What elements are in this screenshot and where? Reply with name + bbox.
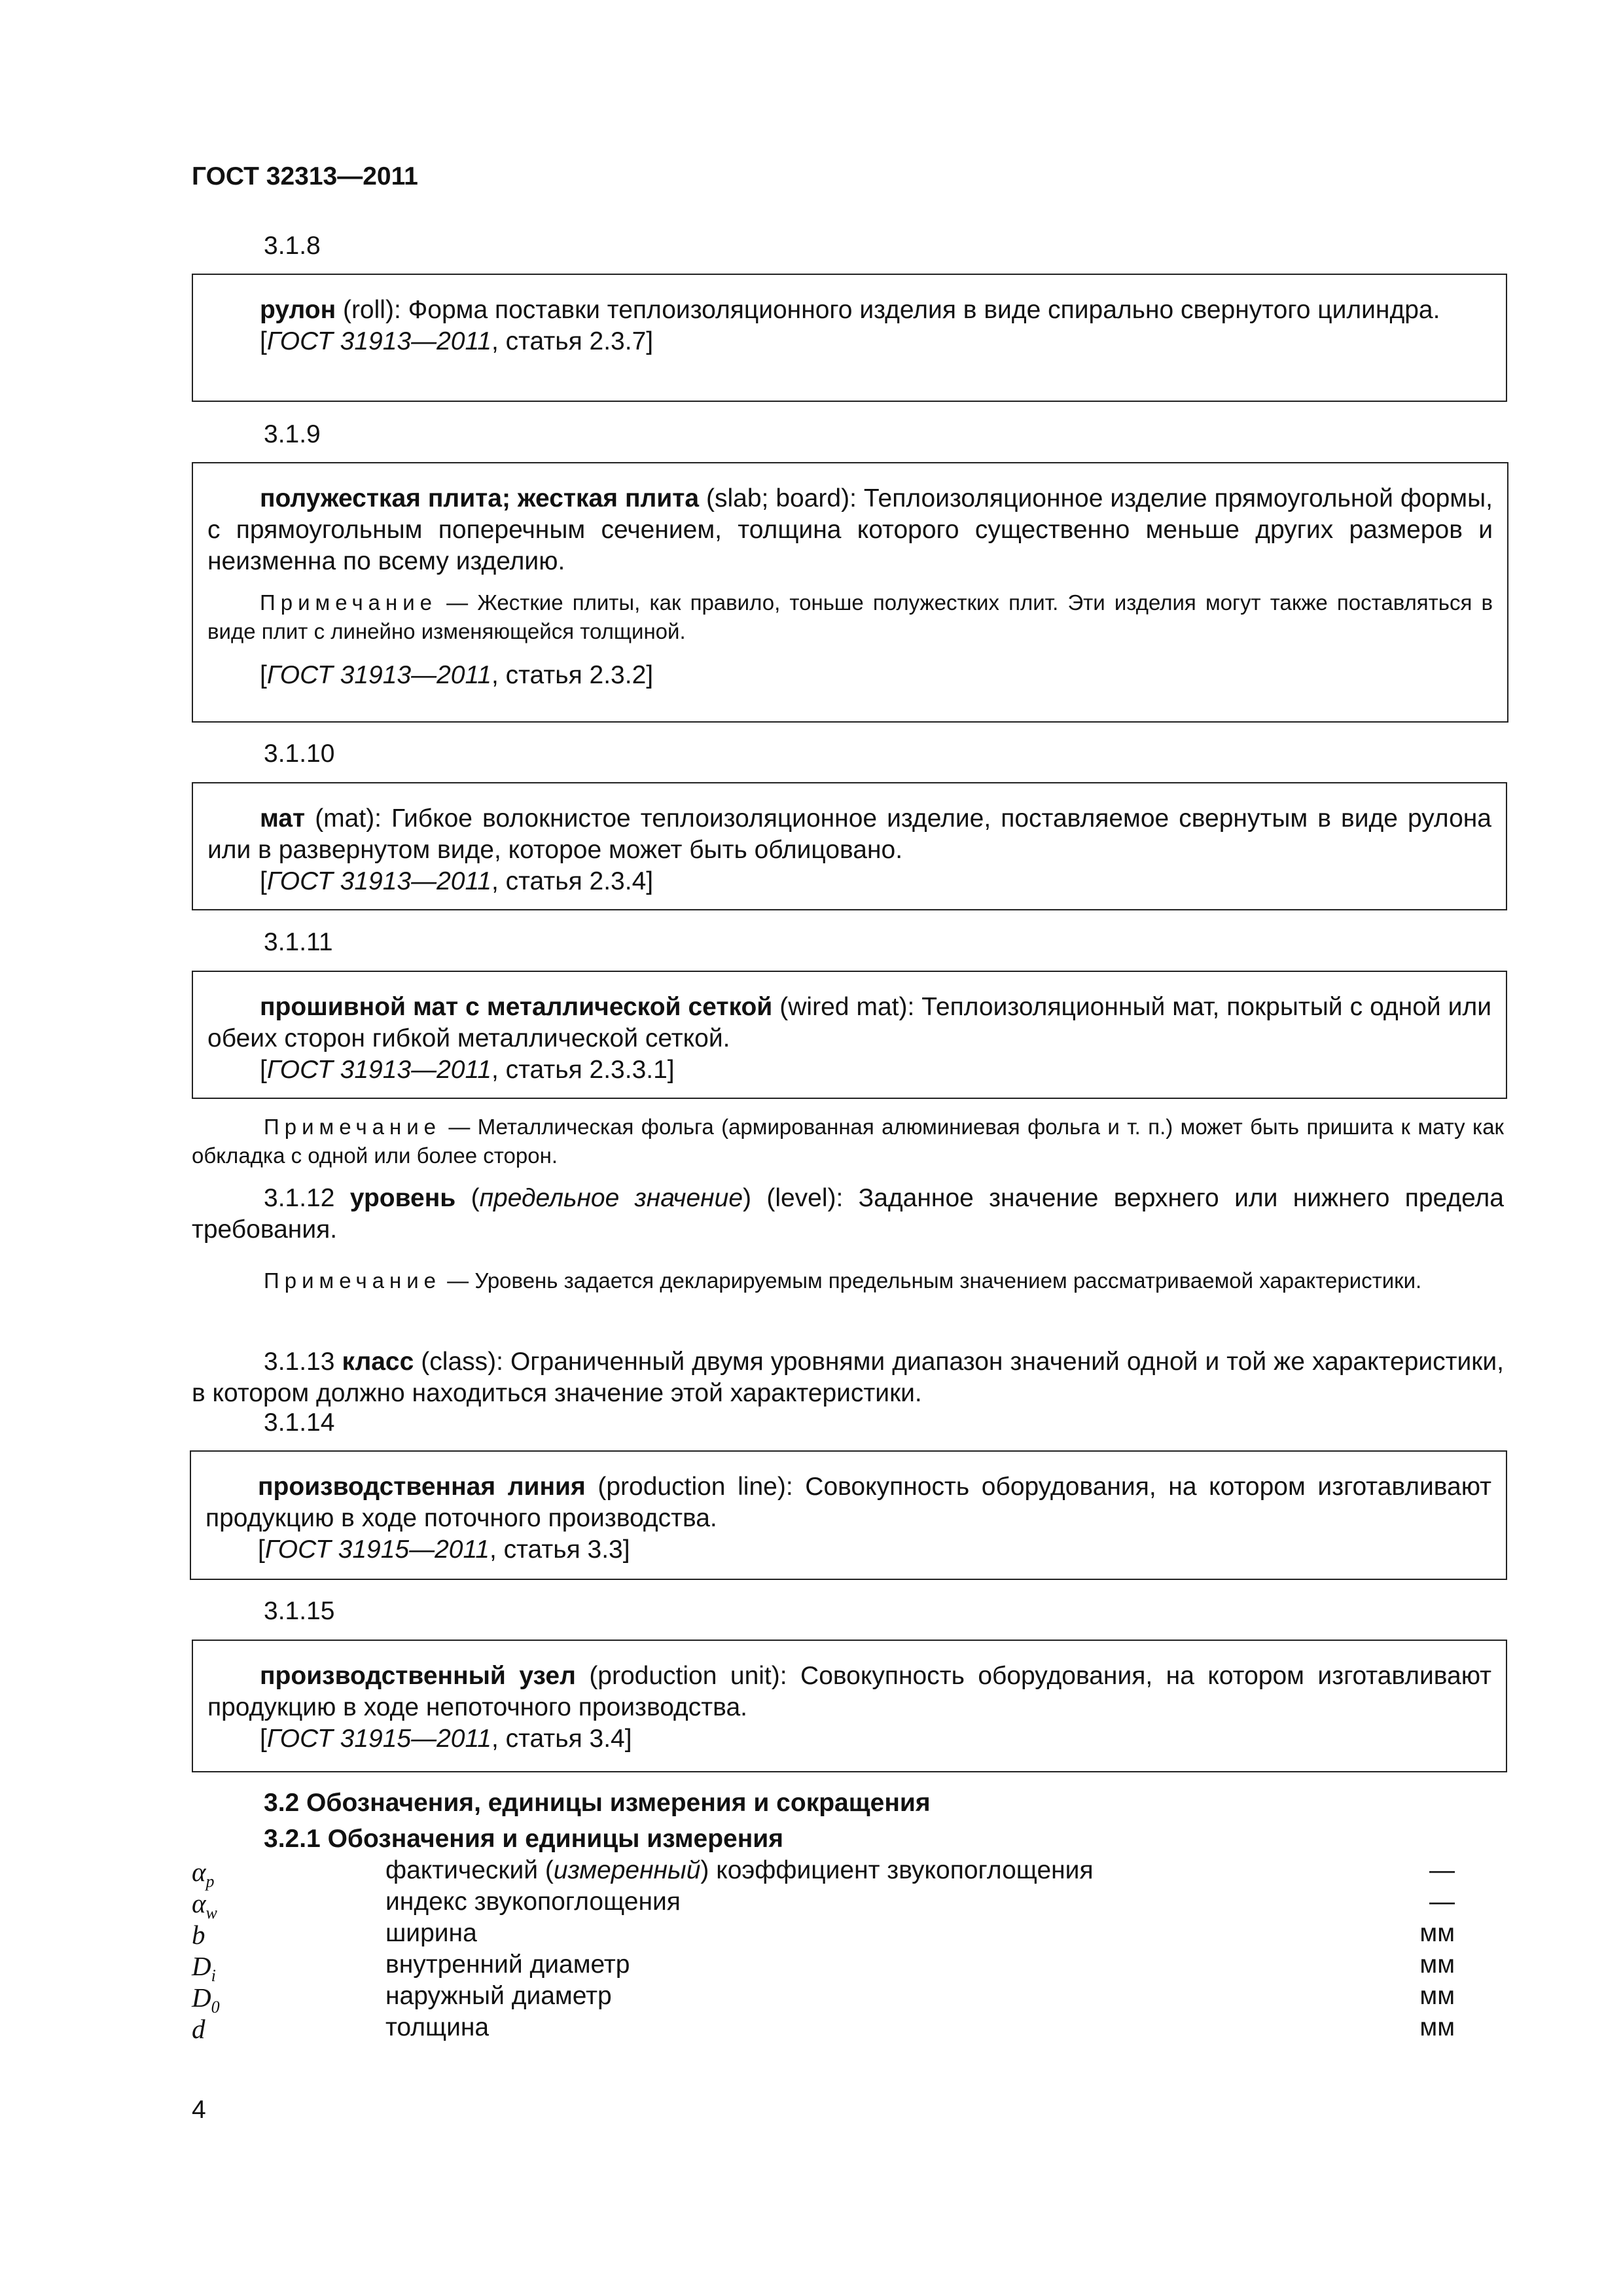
symbol-unit: мм [1419, 1950, 1455, 1979]
symbol-row [192, 2013, 1455, 2045]
symbol-description: индекс звукопоглощения [385, 1888, 681, 1916]
term: класс [342, 1348, 414, 1376]
page-number: 4 [192, 2096, 206, 2124]
symbol-row [192, 1950, 1455, 1986]
term: прошивной мат с металлической сеткой [260, 993, 773, 1021]
term-number-3-1-11: 3.1.11 [264, 928, 333, 956]
citation: [ГОСТ 31913—2011, статья 2.3.4] [260, 867, 654, 895]
term: мат [260, 804, 306, 833]
symbol-row [192, 1888, 1455, 1923]
citation: [ГОСТ 31915—2011, статья 3.3] [258, 1535, 630, 1564]
term-number-3-1-8: 3.1.8 [264, 232, 321, 260]
definition-text: полужесткая плита; жесткая плита (slab; board): Теплоизоляционное изделие прямоугольной формы, с прямоугольным поперечным сечением, толщина которого существенно меньше других размеров и неизменна по всему изделию. [207, 484, 1493, 575]
definition-box-3-1-14 [190, 1450, 1507, 1580]
definition-text: рулон (roll): Форма поставки теплоизоляционного изделия в виде спирально свернутого цилиндра. [260, 296, 1440, 324]
definition-box-3-1-11 [192, 971, 1507, 1099]
symbol-unit: — [1429, 1856, 1455, 1884]
symbol: $\alpha_w$ [192, 1888, 217, 1923]
citation: [ГОСТ 31913—2011, статья 2.3.3.1] [260, 1055, 675, 1084]
symbol-unit: — [1429, 1888, 1455, 1916]
symbol-description: ширина [385, 1919, 477, 1947]
definition-box-3-1-15 [192, 1640, 1507, 1772]
symbol: d [192, 2014, 205, 2044]
symbol-description: фактический (измеренный) коэффициент звукопоглощения [385, 1856, 1094, 1884]
definition-text: мат (mat): Гибкое волокнистое теплоизоляционное изделие, поставляемое свернутым в виде рулона или в развернутом виде, которое может быть облицовано. [207, 804, 1491, 864]
symbol: $D_0$ [192, 1982, 220, 2017]
symbol: $D_i$ [192, 1951, 216, 1986]
term-number-3-1-10: 3.1.10 [264, 740, 335, 768]
term: производственная линия [258, 1473, 586, 1501]
term: полужесткая плита; жесткая плита [260, 484, 700, 512]
term-number-3-1-9: 3.1.9 [264, 420, 321, 448]
citation: [ГОСТ 31913—2011, статья 2.3.2] [260, 661, 654, 690]
definition-box-3-1-8 [192, 274, 1507, 402]
section-heading-3-2-1: 3.2.1 Обозначения и единицы измерения [264, 1825, 784, 1853]
symbol-description: толщина [385, 2013, 490, 2041]
term-number-3-1-14: 3.1.14 [264, 1408, 335, 1437]
citation: [ГОСТ 31915—2011, статья 3.4] [260, 1724, 632, 1753]
citation: [ГОСТ 31913—2011, статья 2.3.7] [260, 327, 654, 355]
symbol-row [192, 1856, 1455, 1892]
symbol-unit: мм [1419, 1982, 1455, 2010]
term-3-1-13: 3.1.13 класс (class): Ограниченный двумя уровнями диапазон значений одной и той же характеристики, в котором должно находиться значение этой характеристики. [192, 1348, 1504, 1407]
note-3-1-11: Примечание — Металлическая фольга (армированная алюминиевая фольга и т. п.) может быть пришита к мату как обкладка с одной или более сторон. [192, 1115, 1504, 1168]
symbol-unit: мм [1419, 2013, 1455, 2041]
term-3-1-12: 3.1.12 уровень (предельное значение) (level): Заданное значение верхнего или нижнего предела требования. [192, 1184, 1504, 1244]
document-header: ГОСТ 32313—2011 [192, 162, 418, 190]
definition-text: производственная линия (production line): Совокупность оборудования, на котором изготавливают продукцию в ходе поточного производства. [205, 1473, 1491, 1532]
symbol-description: наружный диаметр [385, 1982, 612, 2010]
term: уровень [349, 1184, 456, 1212]
section-heading-3-2: 3.2 Обозначения, единицы измерения и сокращения [264, 1789, 931, 1817]
symbol-description: внутренний диаметр [385, 1950, 630, 1979]
note: Примечание — Жесткие плиты, как правило, тоньше полужестких плит. Эти изделия могут также поставляться в виде плит с линейно изменяющейся толщиной. [207, 590, 1493, 643]
term: рулон [260, 296, 336, 324]
symbol-row [192, 1982, 1455, 2017]
note-3-1-12: Примечание — Уровень задается декларируемым предельным значением рассматриваемой характеристики. [264, 1268, 1422, 1293]
definition-box-3-1-9 [192, 462, 1508, 723]
symbol-unit: мм [1419, 1919, 1455, 1947]
symbol: $\alpha_p$ [192, 1857, 215, 1892]
symbol: b [192, 1920, 205, 1950]
symbol-row [192, 1919, 1455, 1950]
term: производственный узел [260, 1662, 576, 1690]
definition-text: производственный узел (production unit): Совокупность оборудования, на котором изготавливают продукцию в ходе непоточного производства. [207, 1662, 1491, 1721]
definition-text: прошивной мат с металлической сеткой (wired mat): Теплоизоляционный мат, покрытый с одной или обеих сторон гибкой металлической сеткой. [207, 993, 1491, 1052]
definition-box-3-1-10 [192, 782, 1507, 910]
term-number-3-1-15: 3.1.15 [264, 1597, 335, 1625]
